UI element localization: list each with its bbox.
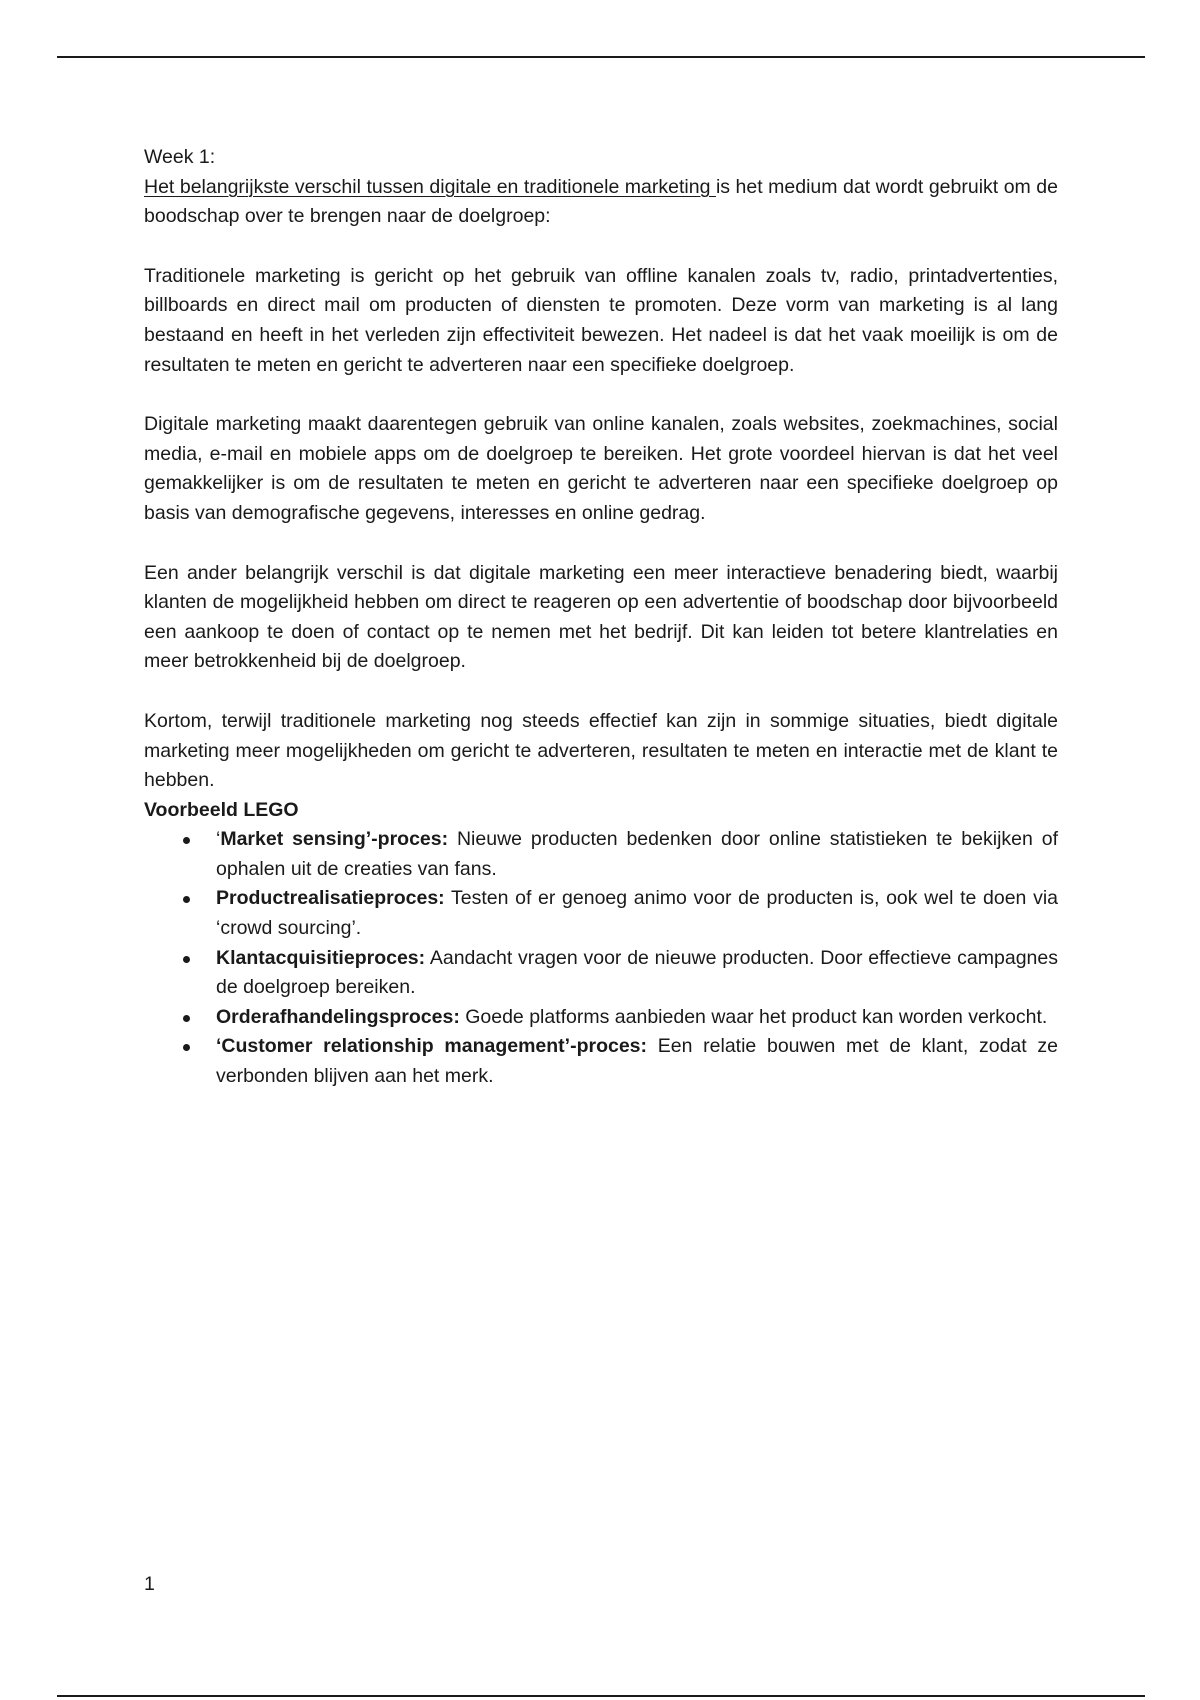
list-item (144, 1003, 1058, 1033)
list-item (144, 1032, 1058, 1091)
list-item-text: Testen of er genoeg animo voor de producten is, ook wel te doen via ‘crowd sourcing’. (216, 887, 1058, 940)
list-item-text: Nieuwe producten bedenken door online statistieken te bekijken of ophalen uit de creaties van fans. (216, 828, 1058, 880)
bullet-icon (183, 837, 190, 844)
bullet-icon (183, 896, 190, 903)
list-item-text: Aandacht vragen voor de nieuwe producten. Door effectieve campagnes de doelgroep bereiken. (216, 946, 1058, 999)
paragraph-digital: Digitale marketing maakt daarentegen gebruik van online kanalen, zoals websites, zoekmachines, social media, e-mail en mobiele apps om de doelgroep te bereiken. Het grote voordeel hiervan is dat het veel gemakkelijker is om de resultaten te meten en gericht te adverteren naar een specifieke doelgroep op basis van demografische gegevens, interesses en online gedrag. (144, 413, 1058, 524)
footer-rule (57, 1695, 1145, 1697)
week-label: Week 1: (144, 146, 216, 168)
intro-paragraph (144, 173, 1058, 232)
list-item-term: Klantacquisitieproces: (216, 946, 426, 969)
example-heading: Voorbeeld LEGO (144, 798, 299, 821)
list-item-term: Market sensing’-proces: (220, 828, 449, 851)
list-item-term: Productrealisatieproces: (216, 887, 445, 910)
list-item: ‘Market sensing’-proces: Nieuwe producten bedenken door online statistieken te bekijken of ophalen uit de creaties van fans. (144, 825, 1058, 884)
example-list (144, 825, 1058, 1091)
bullet-icon (183, 1044, 190, 1051)
intro-rest: is het medium dat wordt gebruikt om de boodschap over te brengen naar de doelgroep: (144, 175, 1058, 228)
list-item-term: Orderafhandelingsproces: (216, 1005, 460, 1028)
list-item-text: Goede platforms aanbieden waar het product kan worden verkocht. (459, 1005, 1048, 1028)
intro-underlined: Het belangrijkste verschil tussen digitale en traditionele marketing (144, 175, 716, 198)
paragraph-traditional: Traditionele marketing is gericht op het gebruik van offline kanalen zoals tv, radio, printadvertenties, billboards en direct mail om producten of diensten te promoten. Deze vorm van marketing is al lang bestaand en heeft in het verleden zijn effectiviteit bewezen. Het nadeel is dat het vaak moeilijk is om de resultaten te meten en gericht te adverteren naar een specifieke doelgroep. (144, 264, 1058, 376)
page-number: 1 (144, 1573, 155, 1595)
document-body (144, 143, 1058, 1092)
bullet-icon (183, 1015, 190, 1022)
list-item-text: Een relatie bouwen met de klant, zodat ze verbonden blijven aan het merk. (216, 1035, 1059, 1088)
header-rule (57, 56, 1145, 58)
list-item (144, 944, 1058, 1003)
paragraph-conclusion: Kortom, terwijl traditionele marketing nog steeds effectief kan zijn in sommige situaties, biedt digitale marketing meer mogelijkheden om gericht te adverteren, resultaten te meten en interactie met de klant te hebben. (144, 709, 1058, 792)
list-item-term: ‘Customer relationship management’-proces: (216, 1035, 648, 1058)
paragraph-interaction: Een ander belangrijk verschil is dat digitale marketing een meer interactieve benadering biedt, waarbij klanten de mogelijkheid hebben om direct te reageren op een advertentie of boodschap door bijvoorbeeld een aankoop te doen of contact op te nemen met het bedrijf. Dit kan leiden tot betere klantrelaties en meer betrokkenheid bij de doelgroep. (144, 561, 1058, 673)
list-item (144, 884, 1058, 943)
bullet-icon (183, 956, 190, 963)
